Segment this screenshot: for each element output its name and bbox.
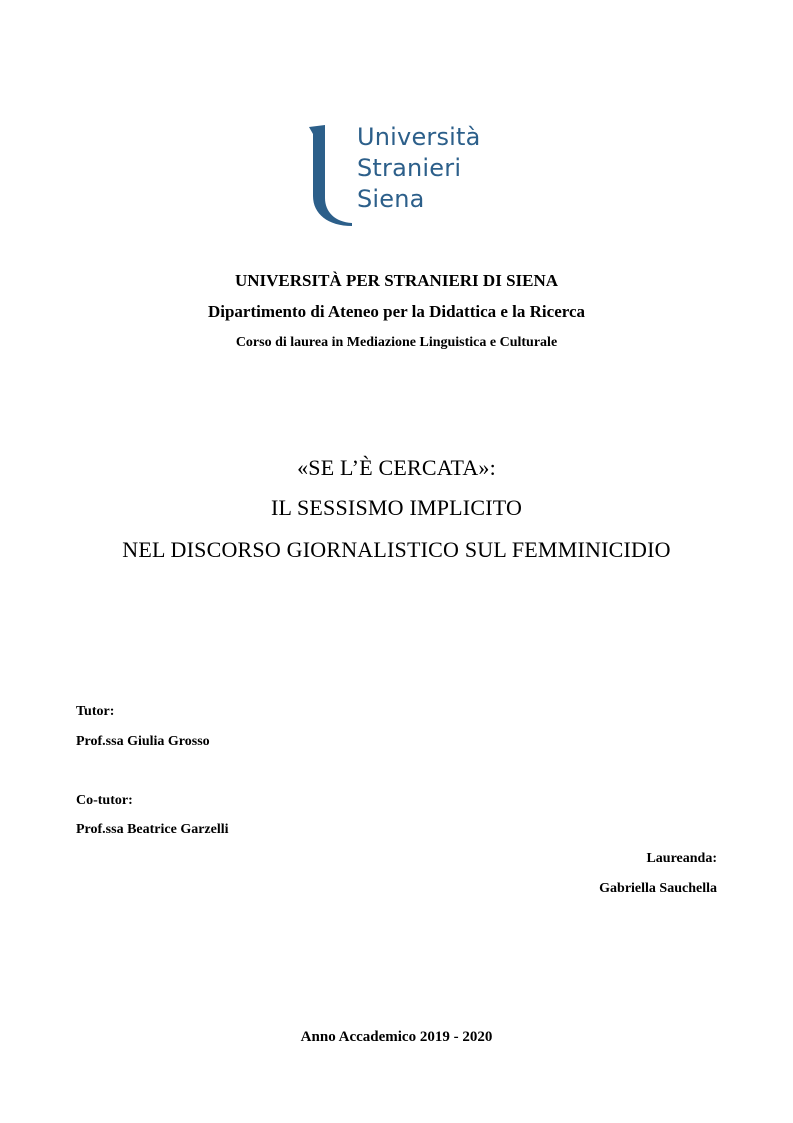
tutor-label: Tutor: [76, 704, 115, 719]
logo-word-stranieri: Stranieri [357, 154, 462, 182]
academic-year: Anno Accademico 2019 - 2020 [300, 1029, 493, 1045]
university-name: UNIVERSITÀ PER STRANIERI DI SIENA [234, 271, 559, 290]
cotutor-label: Co-tutor: [76, 793, 133, 808]
candidate-name: Gabriella Sauchella [599, 881, 717, 896]
thesis-title-line-3: NEL DISCORSO GIORNALISTICO SUL FEMMINICIDIO [122, 537, 671, 562]
cotutor-name: Prof.ssa Beatrice Garzelli [76, 822, 229, 837]
thesis-title-line-2: IL SESSISMO IMPLICITO [270, 495, 523, 520]
thesis-title-line-1: «SE L’È CERCATA»: [297, 455, 496, 480]
candidate-label: Laureanda: [646, 851, 717, 866]
department-name: Dipartimento di Ateneo per la Didattica e la Ricerca [207, 302, 586, 321]
tutor-name: Prof.ssa Giulia Grosso [76, 734, 210, 749]
logo-word-universita: Università [357, 123, 481, 151]
logo-word-siena: Siena [357, 185, 425, 213]
course-name: Corso di laurea in Mediazione Linguistica e Culturale [235, 335, 558, 350]
university-logo [306, 122, 496, 230]
